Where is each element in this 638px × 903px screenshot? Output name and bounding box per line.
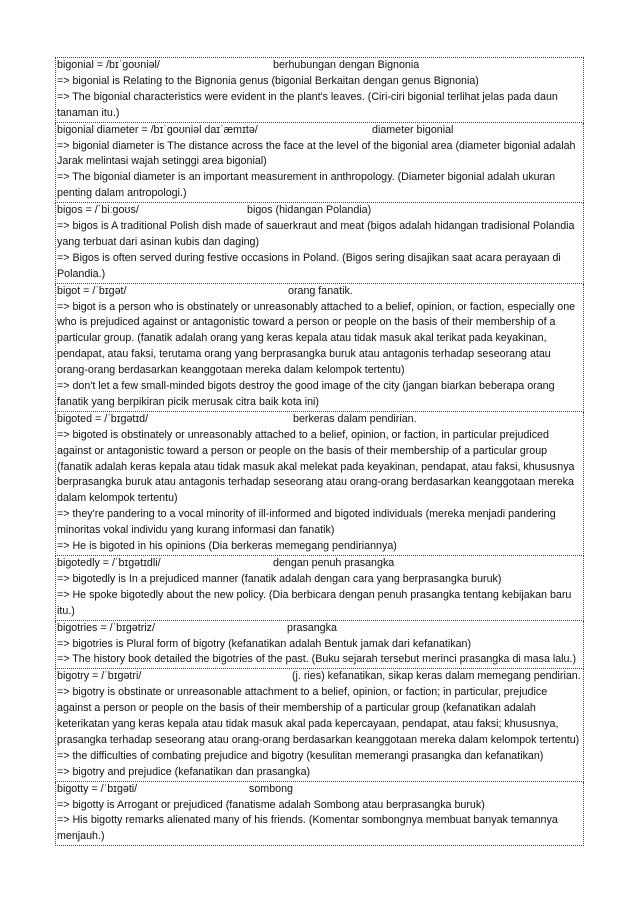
entry-line: => Bigos is often served during festive occasions in Poland. (Bigos sering disajikan saat acara perayaan di Polandia.) bbox=[57, 251, 561, 280]
entry-line: => bigotries is Plural form of bigotry (kefanatikan adalah Bentuk jamak dari kefanatikan) bbox=[57, 637, 472, 650]
entry-header bbox=[57, 621, 582, 637]
entry-term: bigot = /ˈbɪɡət/ bbox=[57, 284, 127, 297]
entry-term: bigoted = /ˈbɪɡətɪd/ bbox=[57, 412, 149, 425]
dictionary-entry bbox=[55, 123, 584, 204]
dictionary-entry bbox=[55, 203, 584, 284]
entry-line: => don't let a few small-minded bigots destroy the good image of the city (jangan biarkan beberapa orang fanatik yang berpikiran picik merusak citra baik kota ini) bbox=[57, 380, 555, 408]
entry-header bbox=[57, 203, 582, 219]
entry-term: bigotry = /ˈbɪɡətri/ bbox=[57, 670, 142, 683]
entry-line: => bigoted is obstinately or unreasonably attached to a belief, opinion, or faction, in particular prejudiced against or antagonistic toward a person or people on the basis of their membership of a particular group (fanatik adalah keras kepala atau tidak masuk akal melekat pada keyakinan, pendapat, atau faksi, khususnya berprasangka buruk atau antagonis terhadap seseorang atau orang-orang berdasarkan keanggotaan mereka dalam kelompok tertentu) bbox=[57, 428, 575, 505]
entry-header bbox=[57, 123, 582, 139]
entry-line: => bigos is A traditional Polish dish made of sauerkraut and meat (bigos adalah hidangan tradisional Polandia yang terbuat dari asinan kubis dan daging) bbox=[57, 220, 575, 248]
entry-line: => The bigonial diameter is an important measurement in anthropology. (Diameter bigonial adalah ukuran penting dalam antropologi.) bbox=[57, 171, 556, 200]
entry-line: => bigotry is obstinate or unreasonable attachment to a belief, opinion, or faction; in particular, prejudice against a person or people on the basis of their membership of a particular group (kefanatikan adalah keterikatan yang keras kepala atau tidak masuk akal pada kepercayaan, pendapat, atau faksi; khususnya, prasangka terhadap seseorang atau orang-orang berdasarkan keanggotaan mereka dalam kelompok tertentu) bbox=[57, 686, 580, 746]
dictionary-entry bbox=[55, 556, 584, 621]
entry-meaning: berkeras dalam pendirian. bbox=[293, 412, 417, 425]
entry-line: => The bigonial characteristics were evident in the plant's leaves. (Ciri-ciri bigonial terlihat jelas pada daun tanaman itu.) bbox=[57, 90, 558, 119]
entry-meaning: orang fanatik. bbox=[288, 284, 353, 297]
entry-meaning: diameter bigonial bbox=[372, 123, 454, 136]
entry-line: => His bigotty remarks alienated many of his friends. (Komentar sombongnya membuat banyak temannya menjauh.) bbox=[57, 814, 558, 843]
entry-header bbox=[57, 669, 582, 685]
entry-term: bigotries = /ˈbɪɡətriz/ bbox=[57, 621, 155, 634]
entry-meaning: bigos (hidangan Polandia) bbox=[247, 204, 372, 217]
entry-meaning: sombong bbox=[249, 782, 293, 795]
entry-header bbox=[57, 58, 582, 74]
dictionary-page bbox=[55, 57, 584, 846]
entry-line: => He spoke bigotedly about the new policy. (Dia berbicara dengan penuh prasangka tentang kebijakan baru itu.) bbox=[57, 588, 572, 617]
entry-term: bigotty = /ˈbɪɡəti/ bbox=[57, 782, 138, 795]
entry-term: bigotedly = /ˈbɪɡətɪdli/ bbox=[57, 557, 161, 570]
entry-line: => bigotry and prejudice (kefanatikan dan prasangka) bbox=[57, 765, 311, 778]
dictionary-entry bbox=[55, 412, 584, 556]
entry-header bbox=[57, 782, 582, 798]
entry-term: bigos = /ˈbiːɡoʊs/ bbox=[57, 204, 139, 217]
dictionary-entry bbox=[55, 782, 584, 847]
entry-line: => they're pandering to a vocal minority of ill-informed and bigoted individuals (mereka menjadi pandering minoritas vokal individu yang kurang informasi dan fanatik) bbox=[57, 508, 556, 537]
entry-line: => The history book detailed the bigotries of the past. (Buku sejarah tersebut merinci prasangka di masa lalu.) bbox=[57, 653, 577, 666]
dictionary-entry bbox=[55, 284, 584, 412]
entry-line: => He is bigoted in his opinions (Dia berkeras memegang pendiriannya) bbox=[57, 540, 397, 553]
entry-header bbox=[57, 284, 582, 300]
entry-meaning: berhubungan dengan Bignonia bbox=[273, 59, 420, 71]
dictionary-entry bbox=[55, 621, 584, 670]
entry-line: => bigonial is Relating to the Bignonia genus (bigonial Berkaitan dengan genus Bignonia) bbox=[57, 74, 479, 87]
dictionary-entry bbox=[55, 57, 584, 123]
entry-meaning: prasangka bbox=[287, 621, 337, 634]
entry-line: => bigot is a person who is obstinately or unreasonably attached to a belief, opinion, or faction, especially one who is prejudiced against or antagonistic toward a person or people on the basis of their membership of a particular group. (fanatik adalah orang yang keras kepala atau tidak masuk akal terikat pada keyakinan, pendapat, atau faksi, terutama orang yang berprasangka buruk atau antagonis terhadap seseorang atau orang-orang berdasarkan keanggotaan mereka dalam kelompok tertentu) bbox=[57, 300, 576, 377]
entry-header bbox=[57, 556, 582, 572]
entry-header bbox=[57, 412, 582, 428]
entry-term: bigonial diameter = /bɪˈɡoʊniəl daɪˈæmɪtə/ bbox=[57, 123, 258, 136]
entry-line: => bigotty is Arrogant or prejudiced (fanatisme adalah Sombong atau berprasangka buruk) bbox=[57, 798, 485, 811]
entry-meaning: (j. ries) kefanatikan, sikap keras dalam memegang pendirian. bbox=[292, 670, 581, 683]
entry-term: bigonial = /bɪˈɡoʊniəl/ bbox=[57, 59, 160, 71]
entry-line: => bigonial diameter is The distance across the face at the level of the bigonial area (diameter bigonial adalah Jarak melintasi wajah setinggi area bigonial) bbox=[57, 139, 576, 168]
dictionary-entry bbox=[55, 669, 584, 781]
entry-line: => bigotedly is In a prejudiced manner (fanatik adalah dengan cara yang berprasangka buruk) bbox=[57, 572, 502, 585]
entry-meaning: dengan penuh prasangka bbox=[273, 557, 395, 570]
entry-line: => the difficulties of combating prejudice and bigotry (kesulitan memerangi prasangka dan kefanatikan) bbox=[57, 749, 544, 762]
